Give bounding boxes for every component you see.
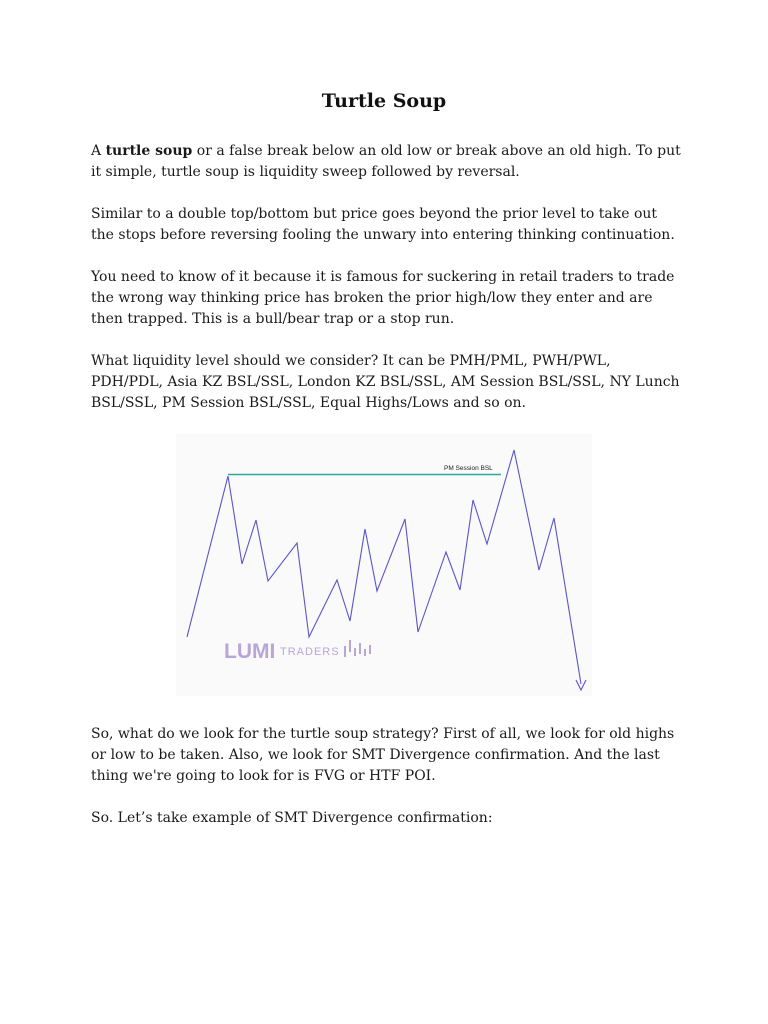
paragraph-definition-prefix: A xyxy=(91,143,106,159)
paragraph-retail-trap: You need to know of it because it is famous for suckering in retail traders to trade the wrong way thinking price has broken the prior high/low they enter and are then trapped. This is a bull/bear trap or a stop run. xyxy=(91,269,675,327)
watermark-lumi: LUMI xyxy=(224,640,276,663)
paragraph-double-top: Similar to a double top/bottom but price goes beyond the prior level to take out the stops before reversing fooling the unwary into entering thinking continuation. xyxy=(91,206,675,243)
page-title: Turtle Soup xyxy=(321,90,447,112)
watermark-traders: TRADERS xyxy=(280,646,340,658)
paragraph-strategy: So, what do we look for the turtle soup strategy? First of all, we look for old highs or low to be taken. Also, we look for SMT Divergence confirmation. And the last thing we're going to look for is FVG or HTF POI. xyxy=(91,726,675,784)
paragraph-liquidity-levels: What liquidity level should we consider? It can be PMH/PML, PWH/PWL, PDH/PDL, Asia KZ BSL/SSL, London KZ BSL/SSL, AM Session BSL/SSL, NY Lunch BSL/SSL, PM Session BSL/SSL, Equal Highs/Lows and so on. xyxy=(91,353,680,411)
pm-session-bsl-label: PM Session BSL xyxy=(444,465,493,472)
paragraph-definition-rest: or a false break below an old low or break above an old high. To put it simple, turtle soup is liquidity sweep followed by reversal. xyxy=(91,143,681,180)
diagram-svg xyxy=(176,434,592,696)
turtle-soup-term: turtle soup xyxy=(105,143,193,159)
turtle-soup-diagram xyxy=(176,434,592,696)
paragraph-definition xyxy=(91,141,681,183)
paragraph-smt-example: So. Let’s take example of SMT Divergence confirmation: xyxy=(91,810,493,826)
watermark-candles-icon xyxy=(344,640,371,657)
